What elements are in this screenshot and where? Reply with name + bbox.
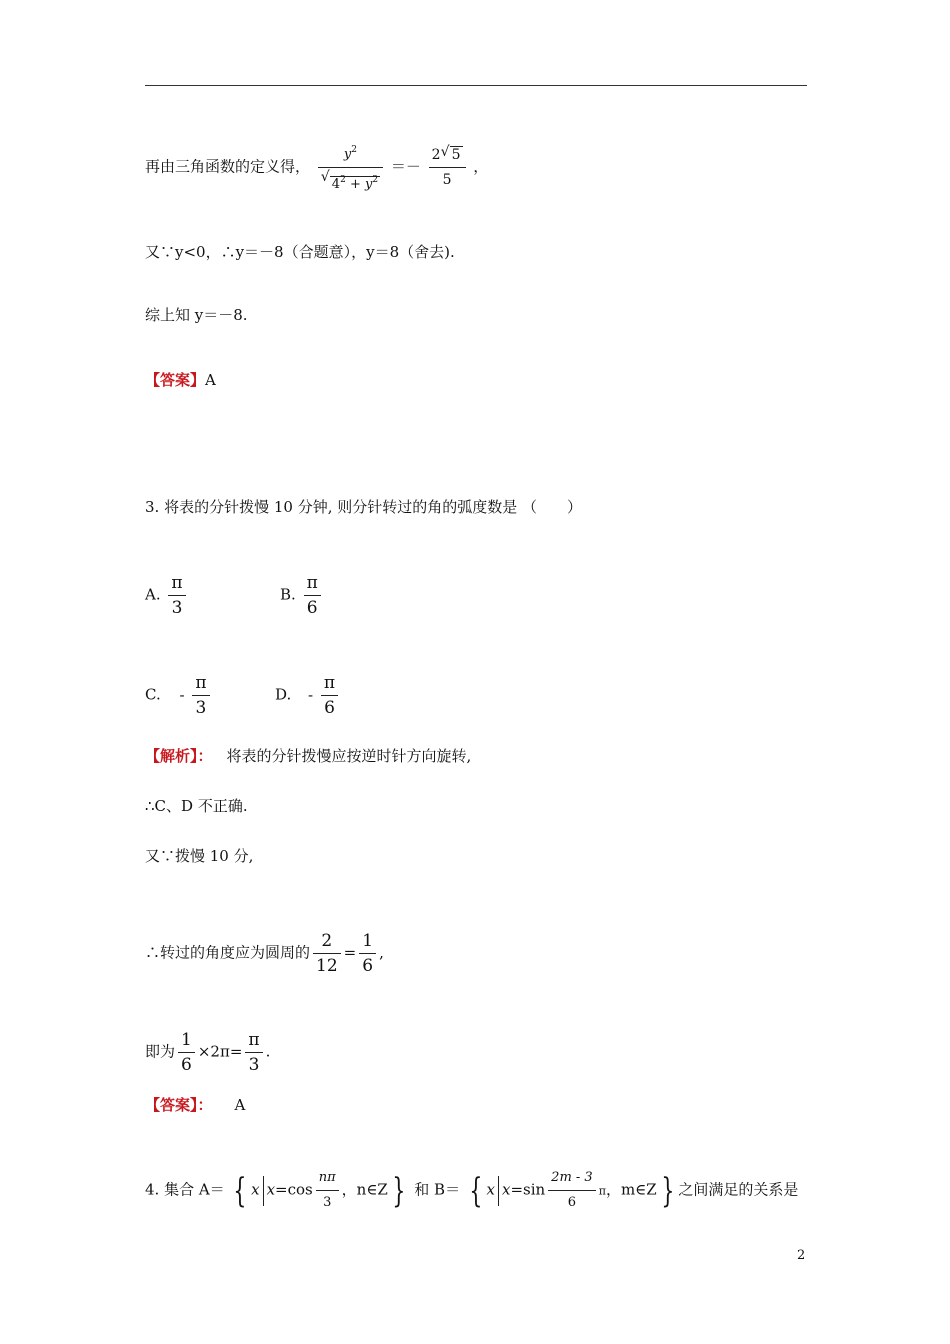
a5-f1-den: 6: [178, 1052, 195, 1075]
set-a-bar: [263, 1176, 264, 1206]
analysis-text: 将表的分针拨慢应按逆时针方向旋转,: [226, 747, 472, 765]
sign-line: 又∵y<0，∴y＝－8（合题意），y＝8（舍去).: [145, 243, 455, 261]
q4-cond-b: ，m∈Z: [605, 1180, 657, 1199]
a4-eq: =: [343, 943, 357, 962]
a5-prefix: 即为: [145, 1042, 176, 1061]
analysis-line: [145, 746, 471, 766]
set-a-right-brace: }: [392, 1170, 406, 1211]
set-b-right-brace: }: [661, 1170, 674, 1211]
den-b-exp: 2: [372, 175, 379, 185]
set-b-bar: [498, 1176, 499, 1206]
answer2-value: A: [234, 1096, 246, 1114]
question-3: 3. 将表的分针拨慢 10 分钟, 则分针转过的角的弧度数是 （ ）: [145, 498, 583, 516]
a5-f1-num: 1: [181, 1030, 192, 1050]
option-a-num: π: [171, 573, 183, 593]
option-d-den: 6: [321, 695, 338, 718]
option-b-den: 6: [304, 595, 321, 618]
q4-and: 和 B＝: [414, 1180, 461, 1199]
option-d-sign: -: [308, 685, 314, 704]
den-b: y: [365, 177, 373, 192]
rhs-coef: 2: [431, 147, 441, 163]
option-c: [145, 673, 213, 718]
option-d: [275, 673, 341, 718]
a5-suffix: .: [265, 1042, 271, 1061]
conclusion-line: 综上知 y＝－8.: [145, 306, 248, 324]
den-a-exp: 2: [340, 175, 346, 185]
option-a: [145, 573, 189, 618]
option-a-den: 3: [168, 595, 185, 618]
a4-f2-den: 6: [359, 953, 376, 976]
q4-cos-num: nπ: [318, 1170, 336, 1185]
a4-f1-den: 12: [313, 953, 341, 976]
q4-eq-sin: =sin: [510, 1180, 546, 1199]
equals-minus: ＝－: [390, 157, 421, 176]
q4-sin-den: 6: [548, 1190, 596, 1213]
line1-suffix: ，: [473, 157, 489, 176]
q4-sin-num: 2m - 3: [551, 1170, 593, 1185]
option-c-num: π: [195, 673, 207, 693]
set-b-left-brace: {: [469, 1170, 483, 1211]
definition-text: 再由三角函数的定义得，: [145, 157, 311, 176]
rhs-rad: 5: [451, 147, 461, 163]
a5-mid: ×2π=: [197, 1042, 243, 1061]
a4-prefix: ∴转过的角度应为圆周的: [145, 943, 311, 962]
q4-suffix: 之间满足的关系是: [678, 1180, 799, 1199]
answer-line-2: [145, 1095, 245, 1115]
den-a: 4: [331, 177, 341, 192]
analysis-line-4: [145, 931, 384, 976]
answer2-label: 【答案】：: [145, 1096, 213, 1114]
analysis-line-2: ∴C、D 不正确.: [145, 797, 248, 815]
option-a-label: A.: [145, 585, 161, 604]
definition-line: [145, 140, 488, 195]
answer-label: 【答案】: [145, 371, 206, 389]
option-c-label: C.: [145, 685, 161, 704]
q4-var-a2: x: [266, 1180, 276, 1199]
option-d-label: D.: [275, 685, 292, 704]
analysis-line-5: [145, 1030, 270, 1075]
ratio-fraction: $y^2$ √ $4^2 + y^2$: [318, 140, 383, 195]
a5-f2-den: 3: [245, 1052, 262, 1075]
q4-cos-den: 3: [316, 1190, 339, 1213]
set-a-left-brace: {: [233, 1170, 247, 1211]
answer-line-1: [145, 370, 216, 390]
q4-var-b: x: [486, 1180, 495, 1199]
analysis-line-3: 又∵拨慢 10 分,: [145, 847, 254, 865]
a4-suffix: ,: [379, 943, 384, 962]
a4-f2-num: 1: [362, 931, 374, 951]
option-b: [280, 573, 324, 618]
q4-cond-a: ，n∈Z: [341, 1180, 388, 1199]
header-rule: [145, 85, 807, 86]
rhs-fraction: 2 √ 5 5: [429, 145, 466, 190]
a5-f2-num: π: [248, 1030, 260, 1050]
q4-prefix: 4. 集合 A＝: [145, 1180, 225, 1199]
analysis-label: 【解析】：: [145, 747, 213, 765]
option-d-num: π: [323, 673, 336, 693]
q4-eq-cos: =cos: [275, 1180, 313, 1199]
num-exp: 2: [351, 145, 357, 155]
num-var: y: [343, 147, 352, 162]
q4-var-b2: x: [501, 1180, 511, 1199]
option-c-den: 3: [192, 695, 209, 718]
option-b-num: π: [306, 573, 318, 593]
q4-var-a: x: [251, 1180, 260, 1199]
den-plus: +: [349, 177, 361, 192]
option-c-sign: -: [179, 685, 185, 704]
question-4: [145, 1168, 798, 1213]
q4-sin-pi: π: [598, 1184, 606, 1198]
a4-f1-num: 2: [321, 931, 333, 951]
rhs-den: 5: [429, 167, 466, 190]
page-number: 2: [797, 1248, 806, 1263]
option-b-label: B.: [280, 585, 296, 604]
answer-value: A: [205, 371, 216, 389]
